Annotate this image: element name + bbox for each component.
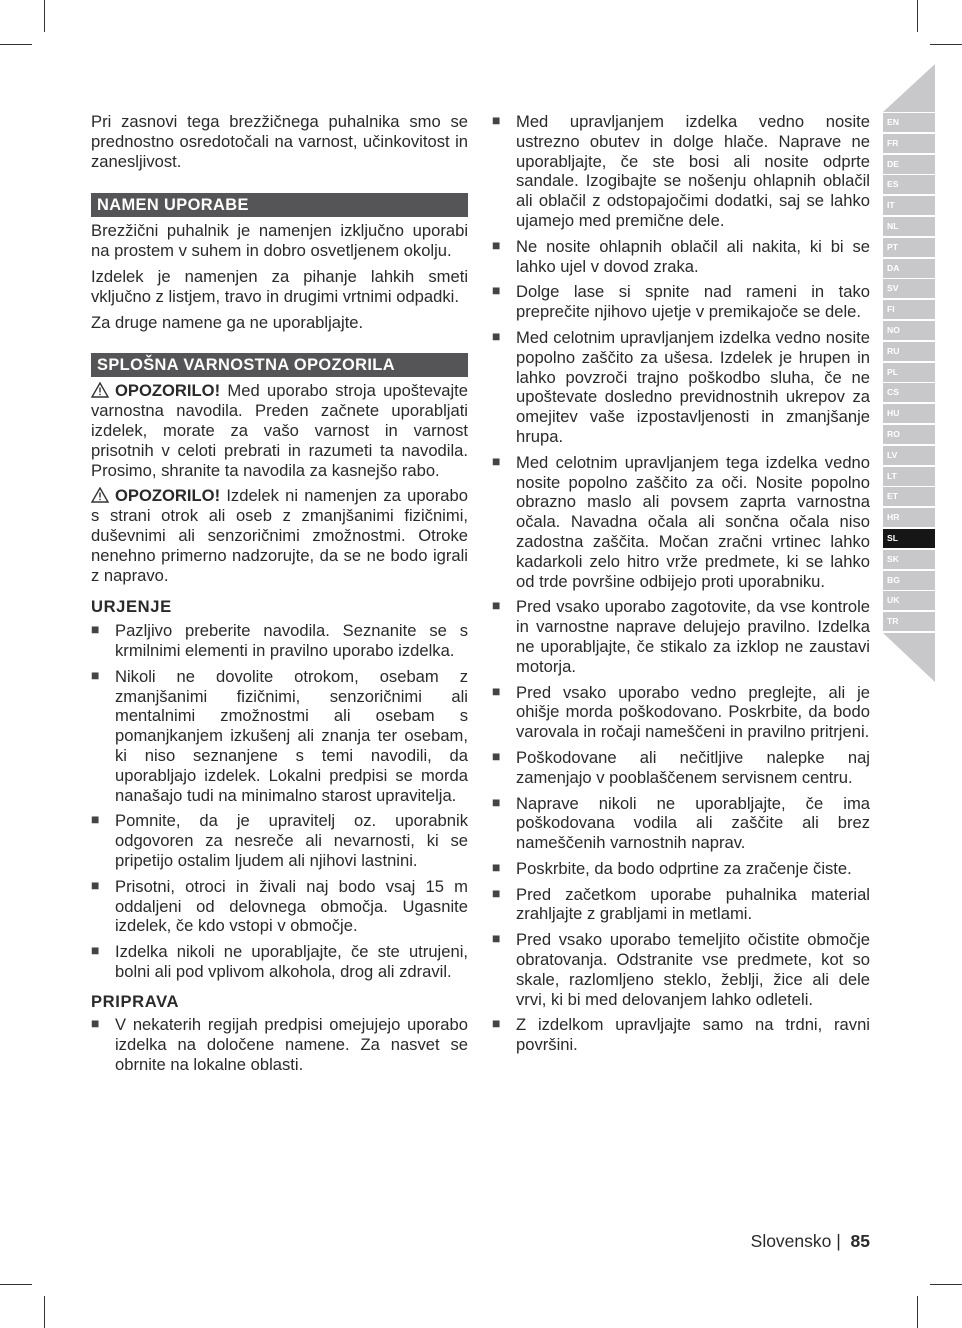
square-bullet-icon: ■ <box>492 682 501 699</box>
list-item: ■ Naprave nikoli ne uporabljajte, če ima poškodovana vodila ali zaščite ali brez nameščenih varnostnih naprav. <box>492 793 870 853</box>
list-item: ■ Pomnite, da je upravitelj oz. uporabnik odgovoren za nesreče ali nevarnosti, ki se pripetijo ostalim ljudem ali njihovi lastnini. <box>91 811 468 870</box>
tab-strip-top-decoration <box>883 64 935 114</box>
list-item: ■ Ne nosite ohlapnih oblačil ali nakita, ki bi se lahko ujel v dovod zraka. <box>492 236 870 276</box>
square-bullet-icon: ■ <box>492 793 501 810</box>
warning-triangle-icon <box>91 382 109 398</box>
square-bullet-icon: ■ <box>91 1015 100 1032</box>
square-bullet-icon: ■ <box>492 112 501 128</box>
language-tab-uk[interactable]: UK <box>883 591 935 610</box>
square-bullet-icon: ■ <box>91 942 100 959</box>
list-item: ■ Pred vsako uporabo vedno preglejte, ali je ohišje morda poškodovano. Poskrbite, da bodo varovala in ročaji nameščeni in pravilno pritrjeni. <box>492 682 870 742</box>
warning-label: OPOZORILO! <box>115 486 221 506</box>
language-tab-sk[interactable]: SK <box>883 550 935 569</box>
urjenje-list <box>91 621 468 982</box>
square-bullet-icon: ■ <box>492 884 501 901</box>
crop-mark <box>44 1296 45 1328</box>
square-bullet-icon: ■ <box>492 1015 501 1032</box>
square-bullet-icon: ■ <box>492 452 501 469</box>
paragraph: Izdelek je namenjen za pihanje lahkih smeti vključno z listjem, travo in drugimi vrtnimi odpadki. <box>91 266 468 306</box>
list-item: ■ V nekaterih regijah predpisi omejujejo uporabo izdelka na določene namene. Za nasvet se obrnite na lokalne oblasti. <box>91 1015 468 1075</box>
language-tab-en[interactable]: EN <box>883 113 935 132</box>
language-tab-et[interactable]: ET <box>883 487 935 506</box>
subheading-priprava: PRIPRAVA <box>91 991 180 1011</box>
language-tab-bg[interactable]: BG <box>883 571 935 590</box>
list-item: ■ Nikoli ne dovolite otrokom, osebam z zmanjšanimi fizičnimi, senzoričnimi ali mentalnimi zmožnostmi ali osebam s pomanjkanjem izkušenj ali znanja ter osebam, ki niso seznanjene s temi navodili, da uporabljajo izdelek. Lokalni predpisi se morda nanašajo tudi na minimalno starost upravitelja. <box>91 666 468 805</box>
left-column <box>91 112 468 1081</box>
list-item: ■ Dolge lase si spnite nad rameni in tako preprečite njihovo ujetje v premikajoče se dele. <box>492 282 870 322</box>
right-column <box>492 112 870 1061</box>
language-tab-lt[interactable]: LT <box>883 467 935 486</box>
paragraph: Za druge namene ga ne uporabljajte. <box>91 312 364 332</box>
language-tab-cs[interactable]: CS <box>883 383 935 402</box>
language-tab-es[interactable]: ES <box>883 175 935 194</box>
list-item: ■ Pazljivo preberite navodila. Seznanite se s krmilnimi elementi in pravilno uporabo izdelka. <box>91 621 468 660</box>
list-item: ■ Z izdelkom upravljajte samo na trdni, ravni površini. <box>492 1015 870 1055</box>
square-bullet-icon: ■ <box>91 666 100 683</box>
language-tab-ro[interactable]: RO <box>883 425 935 444</box>
language-tabs <box>883 113 935 633</box>
warning-text: Izdelek ni namenjen za uporabo s strani otrok ali oseb z zmanjšanimi fizičnimi, duševnimi ali senzoričnimi zmožnostmi. Otroke nenehno primerno nadzorujte, da se ne bodo igrali z napravo. <box>91 486 468 585</box>
language-tab-sv[interactable]: SV <box>883 279 935 298</box>
language-tab-tr[interactable]: TR <box>883 612 935 631</box>
intro-paragraph: Pri zasnovi tega brezžičnega puhalnika smo se prednostno osredotočali na varnost, učinkovitost in zanesljivost. <box>91 112 468 171</box>
list-item: ■ Pred vsako uporabo temeljito očistite območje obratovanja. Odstranite vse predmete, kot so skale, razlomljeno steklo, žeblji, žice ali dele vrvi, ki bi med delovanjem lahko odleteli. <box>492 930 870 1009</box>
tab-strip-bottom-decoration <box>883 633 935 683</box>
page-number: 85 <box>850 1231 870 1251</box>
language-tab-hr[interactable]: HR <box>883 508 935 527</box>
priprava-list <box>91 1015 468 1074</box>
language-tab-pl[interactable]: PL <box>883 363 935 382</box>
list-item: ■ Izdelka nikoli ne uporabljajte, če ste utrujeni, bolni ali pod vplivom alkohola, drog ali zdravil. <box>91 942 468 981</box>
crop-mark <box>44 0 45 32</box>
warning-paragraph <box>91 381 468 480</box>
list-item: ■ Poškodovane ali nečitljive nalepke naj zamenjajo v pooblaščenem servisnem centru. <box>492 747 870 787</box>
paragraph: Brezžični puhalnik je namenjen izključno uporabi na prostem v suhem in dobro osvetljenem okolju. <box>91 221 468 261</box>
square-bullet-icon: ■ <box>492 236 501 253</box>
square-bullet-icon: ■ <box>492 930 501 947</box>
page-footer <box>751 1231 870 1252</box>
language-tab-de[interactable]: DE <box>883 155 935 174</box>
section-heading-namen-uporabe: NAMEN UPORABE <box>91 193 468 217</box>
language-tab-ru[interactable]: RU <box>883 342 935 361</box>
footer-language: Slovensko | <box>750 1231 841 1251</box>
square-bullet-icon: ■ <box>492 597 501 614</box>
language-tab-fr[interactable]: FR <box>883 134 935 153</box>
list-item: ■ Med celotnim upravljanjem izdelka vedno nosite popolno zaščito za ušesa. Izdelek je hrupen in lahko povzroči trajno poškodbo sluha, če ne upoštevate dosledno previdnostnih ukrepov za omejitev vaše izpostavljenosti in zmanjšanje hrupa. <box>492 327 870 446</box>
language-tab-hu[interactable]: HU <box>883 404 935 423</box>
list-item: ■ Med upravljanjem izdelka vedno nosite ustrezno obutev in dolge hlače. Naprave ne uporabljajte, če ste bosi ali nosite odprte sandale. Izogibajte se nošenju ohlapnih oblačil ali oblačil z odstopajočimi dodatki, saj se lahko ujamejo med premične dele. <box>492 112 870 230</box>
language-tab-da[interactable]: DA <box>883 259 935 278</box>
square-bullet-icon: ■ <box>91 876 100 893</box>
language-tab-sl[interactable]: SL <box>883 529 935 548</box>
list-item: ■ Pred začetkom uporabe puhalnika material zrahljajte z grabljami in metlami. <box>492 884 870 924</box>
safety-list <box>492 112 870 1055</box>
language-tab-lv[interactable]: LV <box>883 446 935 465</box>
language-tab-no[interactable]: NO <box>883 321 935 340</box>
list-item: ■ Med celotnim upravljanjem tega izdelka vedno nosite popolno zaščito za oči. Nosite popolno obrazno maslo ali povsem zaprta varnostna očala. Navadna očala ali sončna očala niso zadostna zaščita. Močan zračni vrtinec lahko kadarkoli zelo hitro vrže predmete, ki se lahko od trde površine odbijejo proti uporabniku. <box>492 452 870 591</box>
warning-paragraph <box>91 486 468 585</box>
square-bullet-icon: ■ <box>91 811 100 828</box>
subheading-urjenje: URJENJE <box>91 597 172 617</box>
crop-mark <box>0 44 32 45</box>
section-heading-varnostna-opozorila: SPLOŠNA VARNOSTNA OPOZORILA <box>91 353 468 377</box>
warning-text: Med uporabo stroja upoštevajte varnostna navodila. Preden začnete uporabljati izdelek, morate za vašo varnost in varnost prisotnih v celoti prebrati in razumeti ta navodila. Prosimo, shranite ta navodila za kasnejšo rabo. <box>91 381 468 480</box>
crop-mark <box>0 1284 32 1285</box>
square-bullet-icon: ■ <box>492 858 501 875</box>
list-item: ■ Prisotni, otroci in živali naj bodo vsaj 15 m oddaljeni od delovnega območja. Ugasnite izdelek, če kdo vstopi v območje. <box>91 876 468 936</box>
square-bullet-icon: ■ <box>492 327 501 344</box>
crop-mark <box>930 1284 962 1285</box>
crop-mark <box>917 0 918 32</box>
list-item: ■ Pred vsako uporabo zagotovite, da vse kontrole in varnostne naprave delujejo pravilno. Izdelka ne uporabljajte, če stikalo za izklop ne zaustavi motorja. <box>492 597 870 676</box>
warning-triangle-icon <box>91 487 109 503</box>
language-tab-fi[interactable]: FI <box>883 300 935 319</box>
warning-label: OPOZORILO! <box>115 381 221 401</box>
square-bullet-icon: ■ <box>492 282 501 299</box>
square-bullet-icon: ■ <box>492 747 501 764</box>
crop-mark <box>930 44 962 45</box>
crop-mark <box>917 1296 918 1328</box>
language-tab-pt[interactable]: PT <box>883 238 935 257</box>
language-tab-nl[interactable]: NL <box>883 217 935 236</box>
square-bullet-icon: ■ <box>91 621 100 638</box>
list-item: ■ Poskrbite, da bodo odprtine za zračenje čiste. <box>492 858 852 878</box>
language-tab-it[interactable]: IT <box>883 196 935 215</box>
